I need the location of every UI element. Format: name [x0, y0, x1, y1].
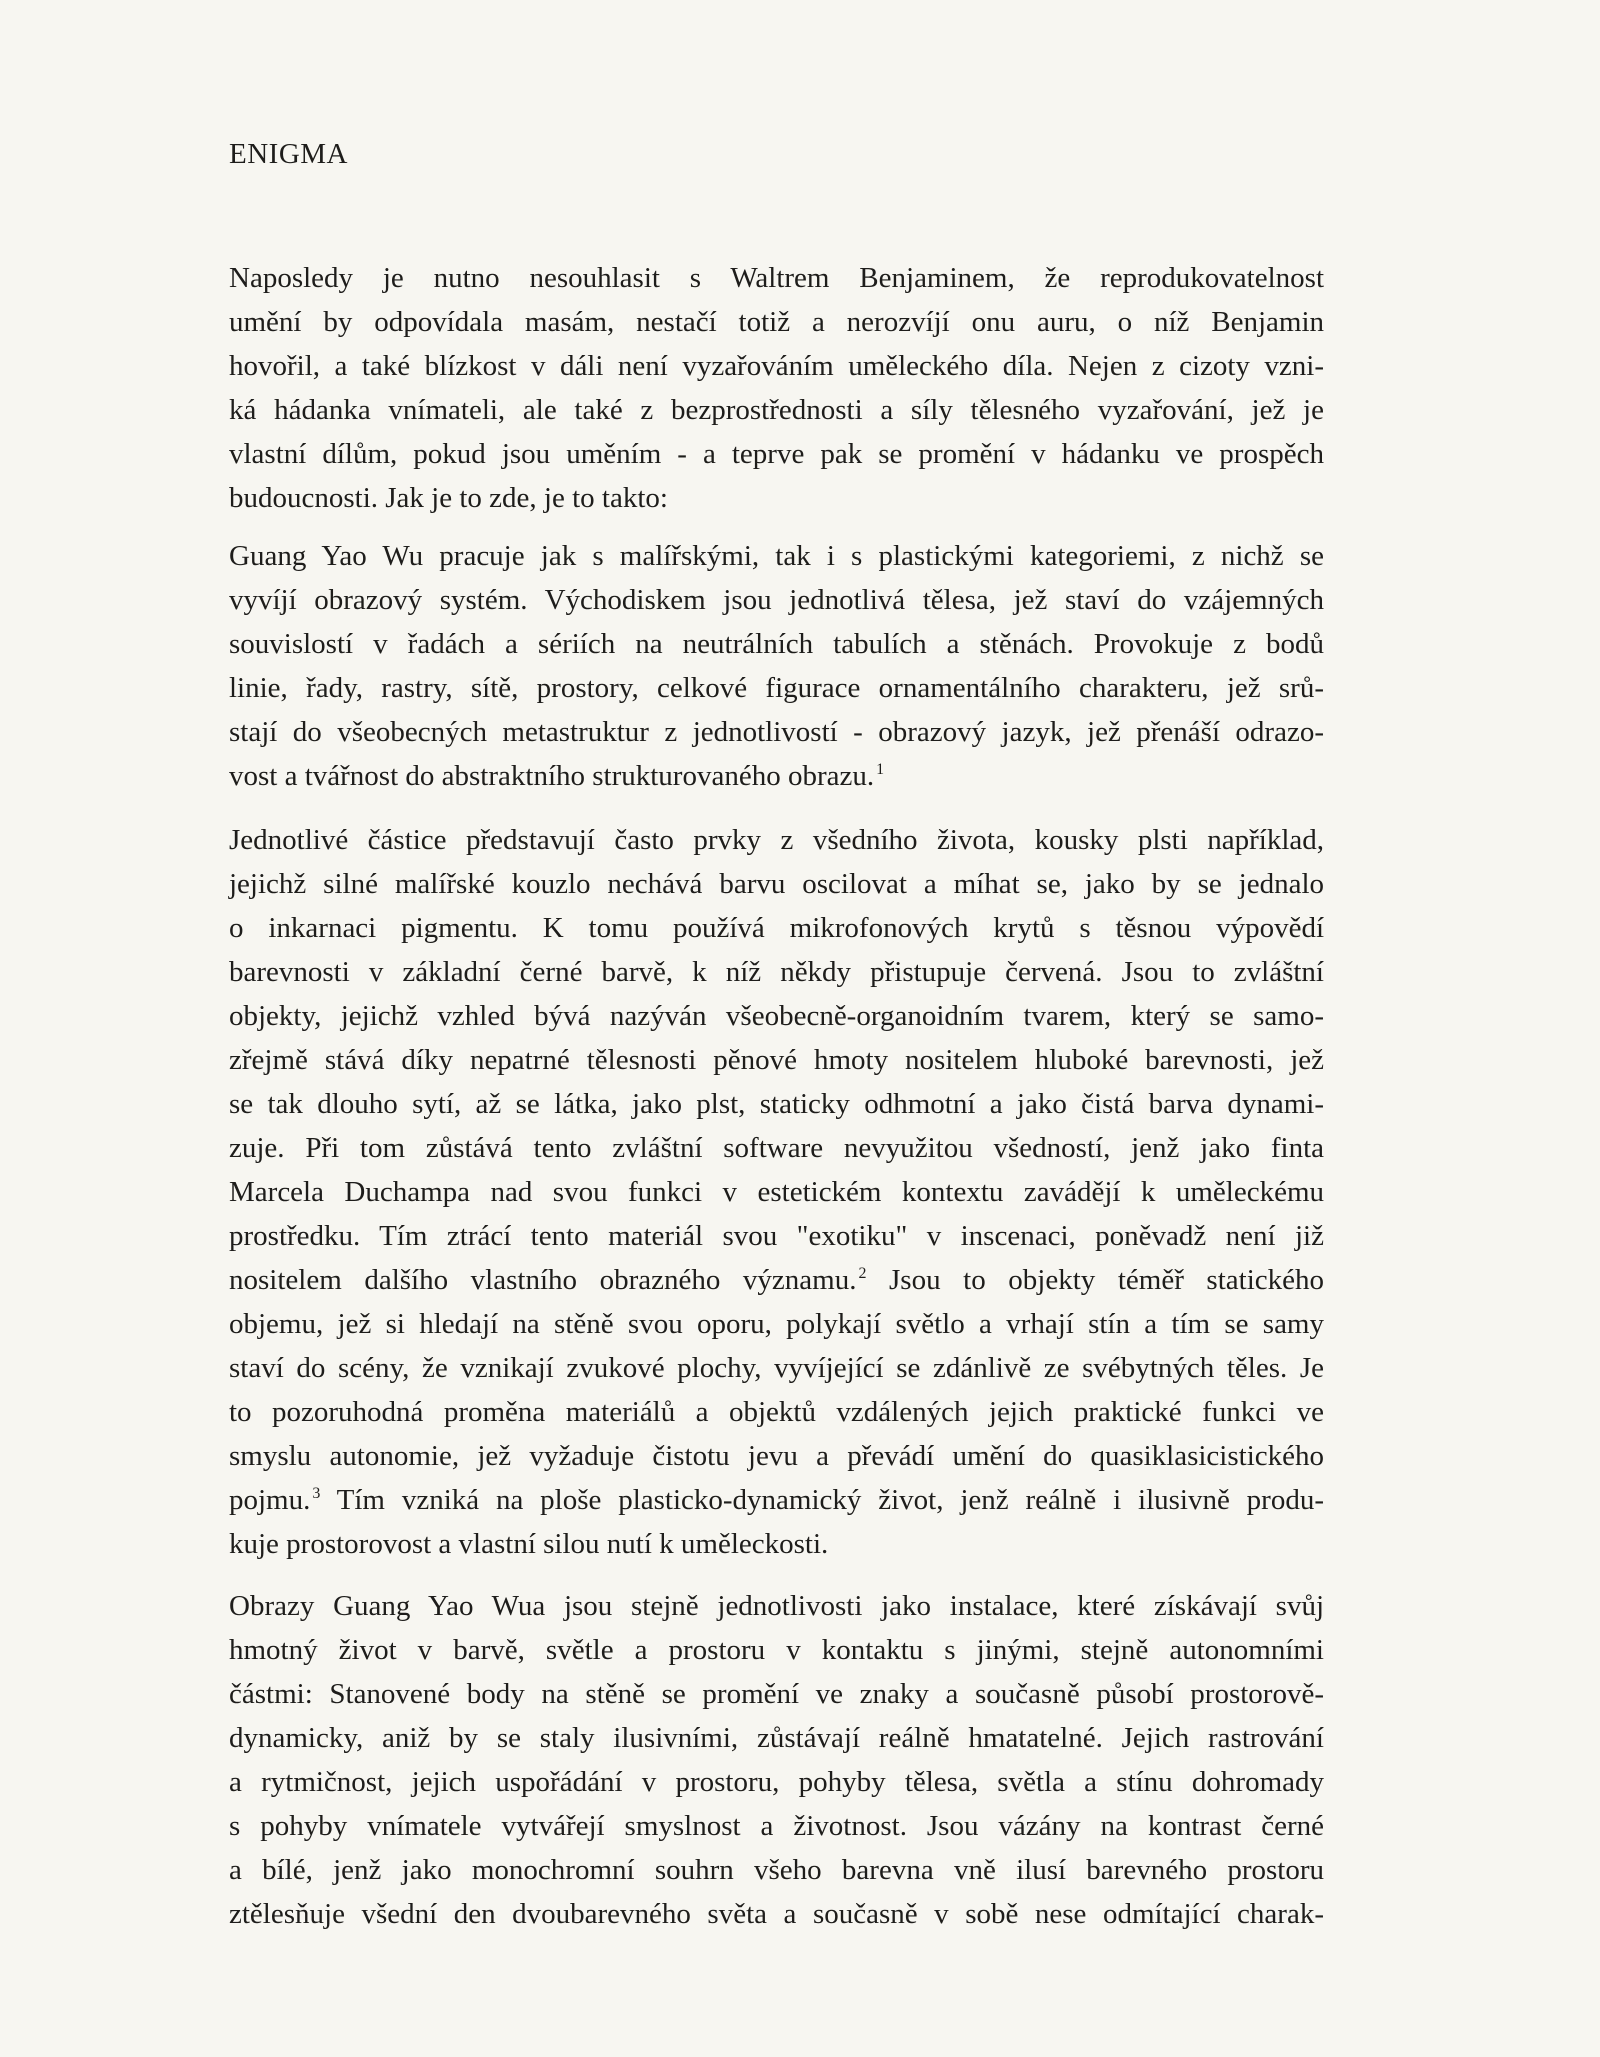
footnote-marker: 1 [876, 760, 885, 778]
text-line: hovořil, a také blízkost v dáli není vyzařováním uměleckého díla. Nejen z cizoty vzni- [229, 350, 1324, 382]
text-line: se tak dlouho sytí, až se látka, jako plst, staticky odhmotní a jako čistá barva dynami- [229, 1088, 1324, 1120]
page-title: ENIGMA [229, 138, 348, 170]
line-text: vost a tvářnost do abstraktního strukturovaného obrazu. [229, 760, 875, 792]
text-line: souvislostí v řadách a sériích na neutrálních tabulích a stěnách. Provokuje z bodů [229, 628, 1324, 660]
line-text: pojmu. [229, 1484, 311, 1516]
text-line: umění by odpovídala masám, nestačí totiž a nerozvíjí onu auru, o níž Benjamin [229, 306, 1324, 338]
text-line: vlastní dílům, pokud jsou uměním - a teprve pak se promění v hádanku ve prospěch [229, 438, 1324, 470]
text-line: zuje. Při tom zůstává tento zvláštní software nevyužitou všedností, jenž jako finta [229, 1132, 1324, 1164]
text-line: budoucnosti. Jak je to zde, je to takto: [229, 482, 668, 514]
text-line: linie, řady, rastry, sítě, prostory, celkové figurace ornamentálního charakteru, jež srů- [229, 672, 1324, 704]
text-line: Naposledy je nutno nesouhlasit s Waltrem Benjaminem, že reprodukovatelnost [229, 262, 1324, 294]
text-line: jejichž silné malířské kouzlo nechává barvu oscilovat a míhat se, jako by se jednalo [229, 868, 1324, 900]
text-line: smyslu autonomie, jež vyžaduje čistotu jevu a převádí umění do quasiklasicistického [229, 1440, 1324, 1472]
line-text-tail: Tím vzniká na ploše plasticko-dynamický život, jenž reálně i ilusivně produ- [320, 1484, 1324, 1516]
text-line: stají do všeobecných metastruktur z jednotlivostí - obrazový jazyk, jež přenáší odrazo- [229, 716, 1324, 748]
line-text: nositelem dalšího vlastního obrazného významu. [229, 1264, 857, 1296]
text-line: to pozoruhodná proměna materiálů a objektů vzdálených jejich praktické funkci ve [229, 1396, 1324, 1428]
text-line: objekty, jejichž vzhled bývá nazýván všeobecně-organoidním tvarem, který se samo- [229, 1000, 1324, 1032]
text-line: hmotný život v barvě, světle a prostoru v kontaktu s jinými, stejně autonomními [229, 1634, 1324, 1666]
footnote-marker: 2 [858, 1264, 867, 1282]
text-line: ká hádanka vnímateli, ale také z bezprostřednosti a síly tělesného vyzařování, jež je [229, 394, 1324, 426]
text-line: Marcela Duchampa nad svou funkci v estetickém kontextu zavádějí k uměleckému [229, 1176, 1324, 1208]
text-line: dynamicky, aniž by se staly ilusivními, zůstávají reálně hmatatelné. Jejich rastrování [229, 1722, 1324, 1754]
footnote-marker: 3 [312, 1484, 321, 1502]
text-line: barevnosti v základní černé barvě, k níž někdy přistupuje červená. Jsou to zvláštní [229, 956, 1324, 988]
text-line: Guang Yao Wu pracuje jak s malířskými, tak i s plastickými kategoriemi, z nichž se [229, 540, 1324, 572]
text-line: s pohyby vnímatele vytvářejí smyslnost a životnost. Jsou vázány na kontrast černé [229, 1810, 1324, 1842]
text-line: o inkarnaci pigmentu. K tomu používá mikrofonových krytů s těsnou výpovědí [229, 912, 1324, 944]
text-line: zřejmě stává díky nepatrné tělesnosti pěnové hmoty nositelem hluboké barevnosti, jež [229, 1044, 1324, 1076]
text-line: částmi: Stanovené body na stěně se promění ve znaky a současně působí prostorově- [229, 1678, 1324, 1710]
text-line: prostředku. Tím ztrácí tento materiál svou "exotiku" v inscenaci, poněvadž není již [229, 1220, 1324, 1252]
text-line: a rytmičnost, jejich uspořádání v prostoru, pohyby tělesa, světla a stínu dohromady [229, 1766, 1324, 1798]
text-line: objemu, jež si hledají na stěně svou oporu, polykají světlo a vrhají stín a tím se samy [229, 1308, 1324, 1340]
text-line: vyvíjí obrazový systém. Východiskem jsou jednotlivá tělesa, jež staví do vzájemných [229, 584, 1324, 616]
text-line: Jednotlivé částice představují často prvky z všedního života, kousky plsti například, [229, 824, 1324, 856]
text-line: Obrazy Guang Yao Wua jsou stejně jednotlivosti jako instalace, které získávají svůj [229, 1590, 1324, 1622]
text-line: ztělesňuje všední den dvoubarevného světa a současně v sobě nese odmítající charak- [229, 1898, 1324, 1930]
text-line: kuje prostorovost a vlastní silou nutí k uměleckosti. [229, 1528, 829, 1560]
line-text-tail: Jsou to objekty téměř statického [866, 1264, 1324, 1296]
text-line-with-footnote [229, 1258, 1324, 1302]
text-line-with-footnote [229, 754, 1324, 798]
text-line: a bílé, jenž jako monochromní souhrn všeho barevna vně ilusí barevného prostoru [229, 1854, 1324, 1886]
text-line-with-footnote [229, 1478, 1324, 1522]
text-line: staví do scény, že vznikají zvukové plochy, vyvíjející se zdánlivě ze svébytných těles. Je [229, 1352, 1324, 1384]
